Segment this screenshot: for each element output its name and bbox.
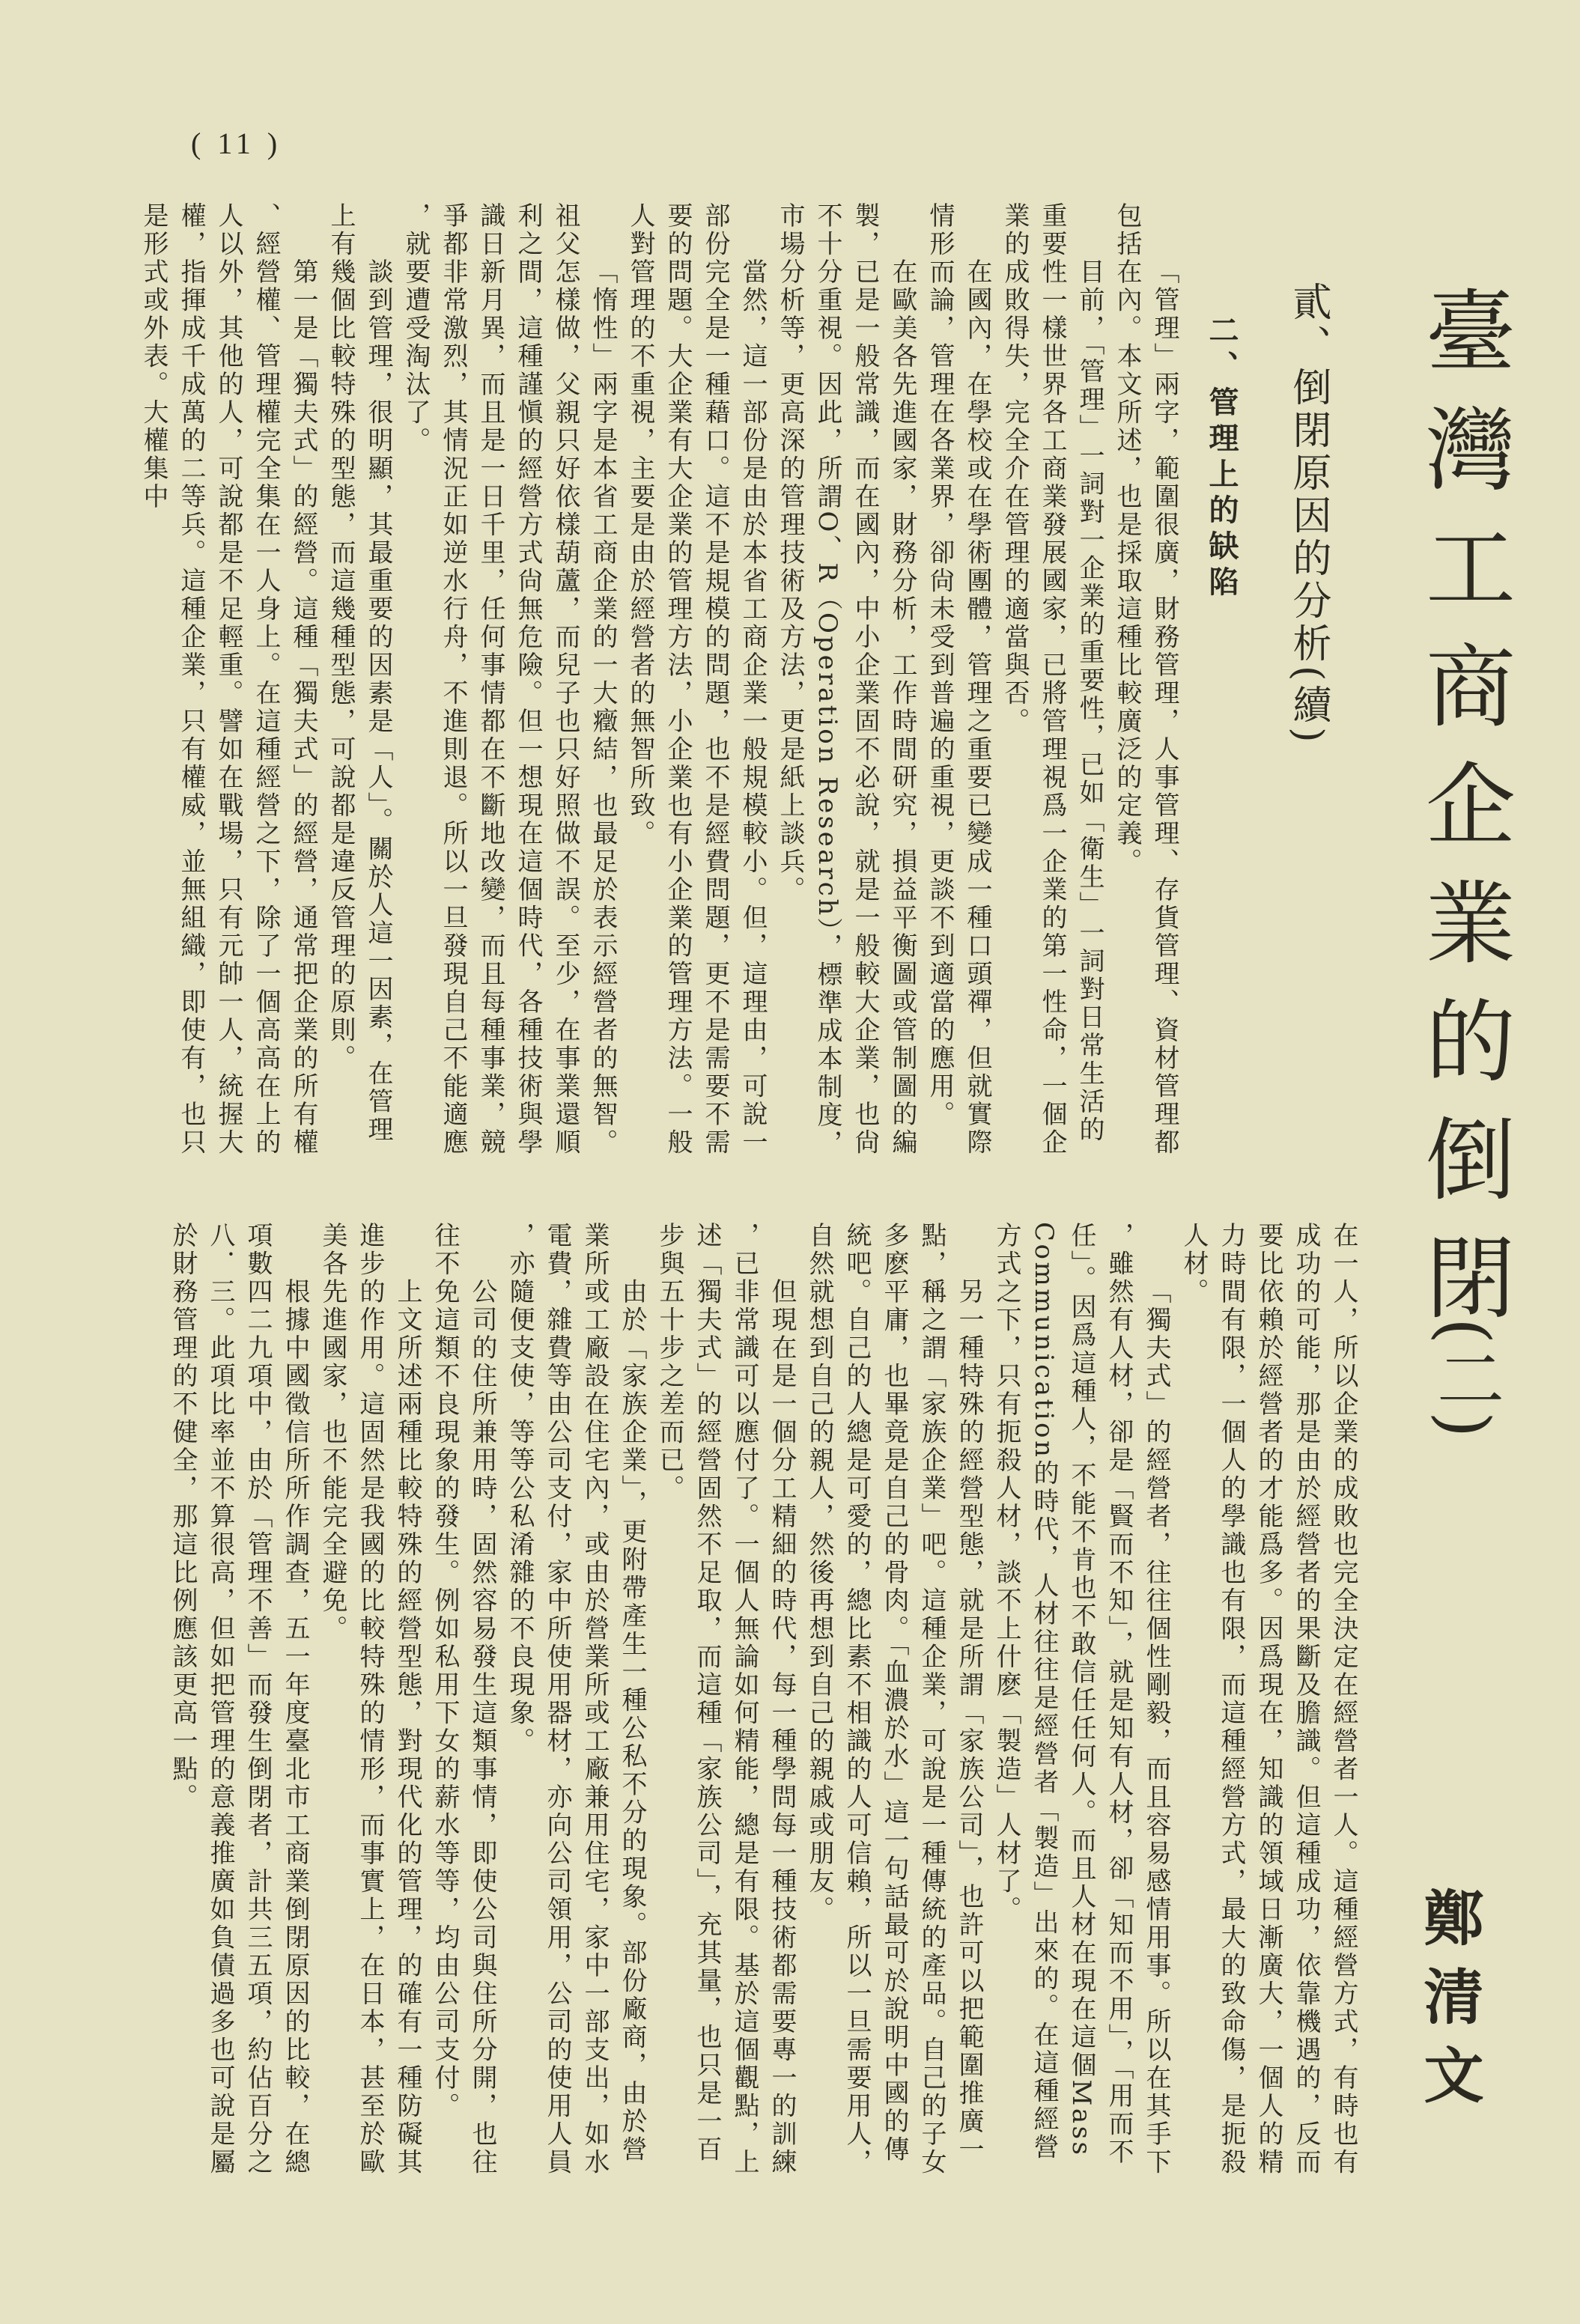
paragraph: 第一是「獨夫式」的經營。這種「獨夫式」的經營，通常把企業的所有權、經營權、管理權完全集在一人身上。在這種經營之下，除了一個高高在上的人以外，其他的人，可說都是不足輕重。譬如在戰場，只有元帥一人，統握大權，指揮成千成萬的二等兵。這種企業，只有權威，並無組織，即使有，也只是形式或外表。大權集中 bbox=[139, 202, 318, 1157]
paragraph: 上文所述兩種比較特殊的經營型態，對現代化的管理，的確有一種防礙其進步的作用。這固然是我國的比較特殊的情形，而事實上，在日本，甚至於歐美各先進國家，也不能完全避免。 bbox=[317, 1222, 422, 2177]
paragraph: 在國內，在學校或在學術團體，管理之重要已變成一種口頭禪，但就實際情形而論，管理在各業界，卻尙未受到普遍的重視，更談不到適當的應用。 bbox=[925, 202, 992, 1157]
author-byline: 鄭清文 bbox=[1414, 1887, 1484, 2123]
article-part-number: (二) bbox=[1425, 1318, 1504, 1438]
paragraph: 根據中國徵信所所作調查，五一年度臺北市工商業倒閉原因的比較，在總項數四二九項中，由於「管理不善」而發生倒閉者，計共三五項，約佔百分之八．三。此項比率並不算很高，但如把管理的意義推廣如負債過多也可說是屬於財務管理的不健全，那這比例應該更高一點。 bbox=[168, 1222, 310, 2177]
article-title: 臺灣工商企業的倒閉 bbox=[1411, 285, 1515, 1349]
paragraph: 另一種特殊的經營型態，就是所謂「家族公司」，也許可以把範圍推廣一點，稱之謂「家族企業」吧。這種企業，可說是一種傳統的產品。自己的子女多麽平庸，也畢竟是自己的骨肉。「血濃於水」這一句話最可於說明中國的傳統吧。自己的人總是可愛的，總比素不相識的人可信賴，所以一旦需要用人，自然就想到自己的親人，然後再想到自己的親戚或朋友。 bbox=[804, 1222, 984, 2177]
paragraph: 由於「家族企業」，更附帶產生一種公私不分的現象。部份廠商，由於營業所或工廠設在住宅內，或由於營業所或工廠兼用住宅，家中一部支出，如水電費，雜費等由公司支付，家中所使用器材，亦向公司領用，公司的使用人員，亦隨便支使，等等公私淆雜的不良現象。 bbox=[505, 1222, 647, 2177]
paragraph-continued: 在一人，所以企業的成敗也完全決定在經營者一人。這種經營方式，有時也有成功的可能，那是由於經營者的果斷及膽識。但這種成功，依靠機遇的，反而要比依賴於經營者的才能爲多。因爲現在，知識的領域日漸廣大，一個人的精力時間有限，一個人的學識也有限，而這種經營方式，最大的致命傷，是扼殺人材。 bbox=[1179, 1222, 1358, 2177]
paragraph: 談到管理，很明顯，其最重要的因素是「人」。關於人這一因素，在管理上有幾個比較特殊的型態，而這幾種型態，可說都是違反管理的原則。 bbox=[326, 202, 393, 1144]
page-number: ( 11 ) bbox=[191, 127, 282, 160]
section-heading: 貳、倒閉原因的分析(續) bbox=[1286, 282, 1331, 746]
paragraph: 但現在是一個分工精細的時代，每一種學問每一種技術都需要專一的訓練，已非常識可以應付了。一個人無論如何精能，總是有限。基於這個觀點，上述「獨夫式」的經營固然不足取，而這種「家族公司」，充其量，也只是一百步與五十步之差而已。 bbox=[654, 1222, 797, 2177]
paragraph: 當然，這一部份是由於本省工商企業一般規模較小。但，這理由，可說一部份完全是一種藉口。這不是規模的問題，也不是經費問題，更不是需要不需要的問題。大企業有大企業的管理方法，小企業也有小企業的管理方法。一般人對管理的不重視，主要是由於經營者的無智所致。 bbox=[625, 202, 768, 1157]
paragraph: 公司的住所兼用時，固然容易發生這類事情，即使公司與住所分開，也往往不免這類不良現象的發生。例如私用下女的薪水等等，均由公司支付。 bbox=[430, 1222, 497, 2177]
article-body-bottom bbox=[164, 1222, 1362, 2180]
paragraph: 「獨夫式」的經營者，往往個性剛毅，而且容易感情用事。所以在其手下，雖然有人材，卻是「賢而不知」，就是知有人材，卻「知而不用」，「用而不任」。因爲這種人，不能不肯也不敢信任任何人。而且人材在現在這個Mass Communication的時代，人材往往是經營者「製造」出來的。在這種經營方式之下，只有扼殺人材，談不上什麽「製造」人材了。 bbox=[991, 1222, 1171, 2177]
paragraph: 「惰性」兩字是本省工商企業的一大癥結，也最足於表示經營者的無智。祖父怎樣做，父親只好依樣葫蘆，而兒子也只好照做不誤。至少，在事業還順利之間，這種謹愼的經營方式尙無危險。但一想現在這個時代，各種技術與學識日新月異，而且是一日千里，任何事情都在不斷地改變，而且每種事業，競爭都非常激烈，其情況正如逆水行舟，不進則退。所以一旦發現自己不能適應，就要遭受淘汰了。 bbox=[401, 202, 618, 1157]
paragraph: 在歐美各先進國家，財務分析，工作時間研究，損益平衡圖或管制圖的編製，已是一般常識，而在國內，中小企業固不必說，就是一般較大企業，也尙不十分重視。因此，所謂O、R（Operation Research），標準成本制度，市場分析等，更高深的管理技術及方法，更是紙上談兵。 bbox=[775, 202, 917, 1158]
paragraph: 目前，「管理」一詞對一企業的重要性，已如「衛生」一詞對日常生活的重要性一樣世界各工商業發展國家，已將管理視爲一企業的第一性命，一個企業的成敗得失，完全介在管理的適當與否。 bbox=[1000, 202, 1105, 1157]
article-body-top bbox=[139, 202, 1183, 1161]
paragraph: 「管理」兩字，範圍很廣，財務管理，人事管理、存貨管理、資材管理都包括在內。本文所述，也是採取這種比較廣泛的定義。 bbox=[1112, 202, 1179, 1157]
subsection-heading: 二、管理上的缺陷 bbox=[1204, 314, 1239, 602]
